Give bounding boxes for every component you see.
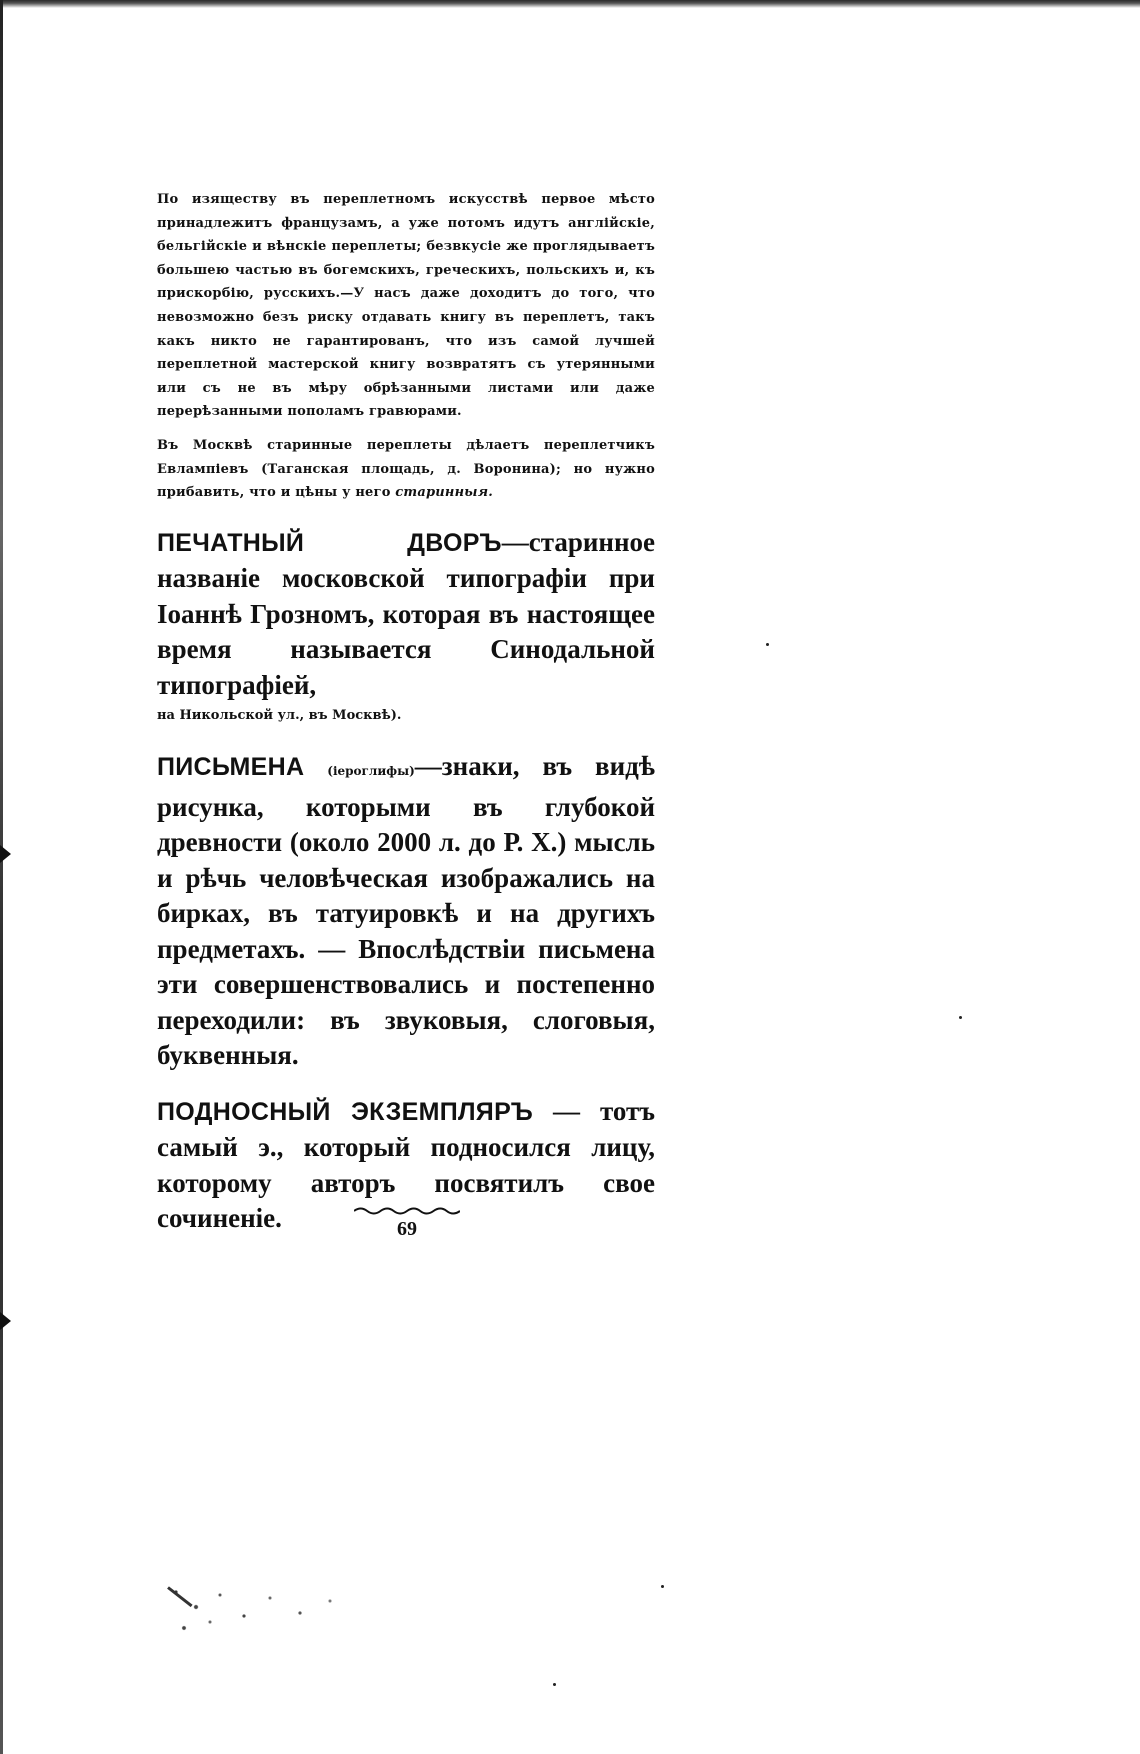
scan-edge-mark — [0, 845, 11, 863]
page-number: 69 — [397, 1218, 417, 1240]
entry-term: ПЕЧАТНЫЙ ДВОРЪ — [157, 528, 502, 557]
scan-speck — [766, 643, 769, 646]
entry-pechatny-dvor — [157, 525, 655, 730]
scan-speck — [959, 1016, 962, 1019]
scan-speck — [553, 1683, 556, 1686]
entry-term: ПИСЬМЕНА — [157, 753, 305, 782]
wavy-ornament — [354, 1205, 460, 1215]
scan-top-edge — [0, 0, 1140, 8]
entry-definition: —знаки, въ видѣ рисунка, которыми въ глубокой древности (около 2000 л. до Р. Х.) мысль и рѣчь человѣческая изображались на бирках, въ татуировкѣ и на другихъ предметахъ. — Впослѣдствіи письмена эти совершенствовались и постепенно переходили: въ звуковыя, слоговыя, буквенныя. — [157, 751, 656, 1071]
entry-podnosny-ekzemplyar — [157, 1094, 655, 1237]
paragraph-emphasis: старинныя. — [395, 485, 493, 501]
paragraph-bookbinding — [157, 188, 655, 424]
entry-definition: —старинное названіе московской типографіи при Іоаннѣ Грозномъ, которая въ настоящее время называется Синодальной типографіей, — [157, 526, 655, 700]
text-column — [157, 188, 655, 1237]
scan-left-edge — [0, 0, 3, 1754]
scan-smudge — [160, 1580, 360, 1640]
scan-speck — [661, 1585, 664, 1588]
scan-edge-mark — [0, 1312, 11, 1330]
entry-tail-note: на Никольской ул., въ Москвѣ). — [157, 708, 402, 724]
paragraph-text: По изяществу въ переплетномъ искусствѣ первое мѣсто принадлежитъ французамъ, а уже потомъ идутъ англійскіе, бельгійскіе и вѣнскіе переплеты; безвкусіе же проглядываетъ большею частью въ богемскихъ, греческихъ, польскихъ и, къ прискорбію, русскихъ.—У насъ даже доходитъ до того, что невозможно безъ риску отдавать книгу въ переплетъ, такъ какъ никто не гарантированъ, что изъ самой лучшей переплетной мастерской книгу возвратятъ съ утерянными или съ не въ мѣру обрѣзанными листами или даже перерѣзанными пополамъ гравюрами. — [157, 192, 655, 420]
entry-note: (іероглифы) — [327, 764, 415, 779]
entry-term: ПОДНОСНЫЙ ЭКЗЕМПЛЯРЪ — [157, 1097, 534, 1126]
entry-definition: — тотъ самый э., который подносился лицу, которому авторъ посвятилъ свое сочиненіе. — [157, 1095, 655, 1234]
entry-pismena — [157, 749, 655, 1074]
paragraph-text: Въ Москвѣ старинные переплеты дѣлаетъ переплетчикъ Евлампіевъ (Таганская площадь, д. Воронина); но нужно прибавить, что и цѣны у него — [157, 437, 655, 501]
paragraph-moscow-binder — [157, 434, 655, 505]
